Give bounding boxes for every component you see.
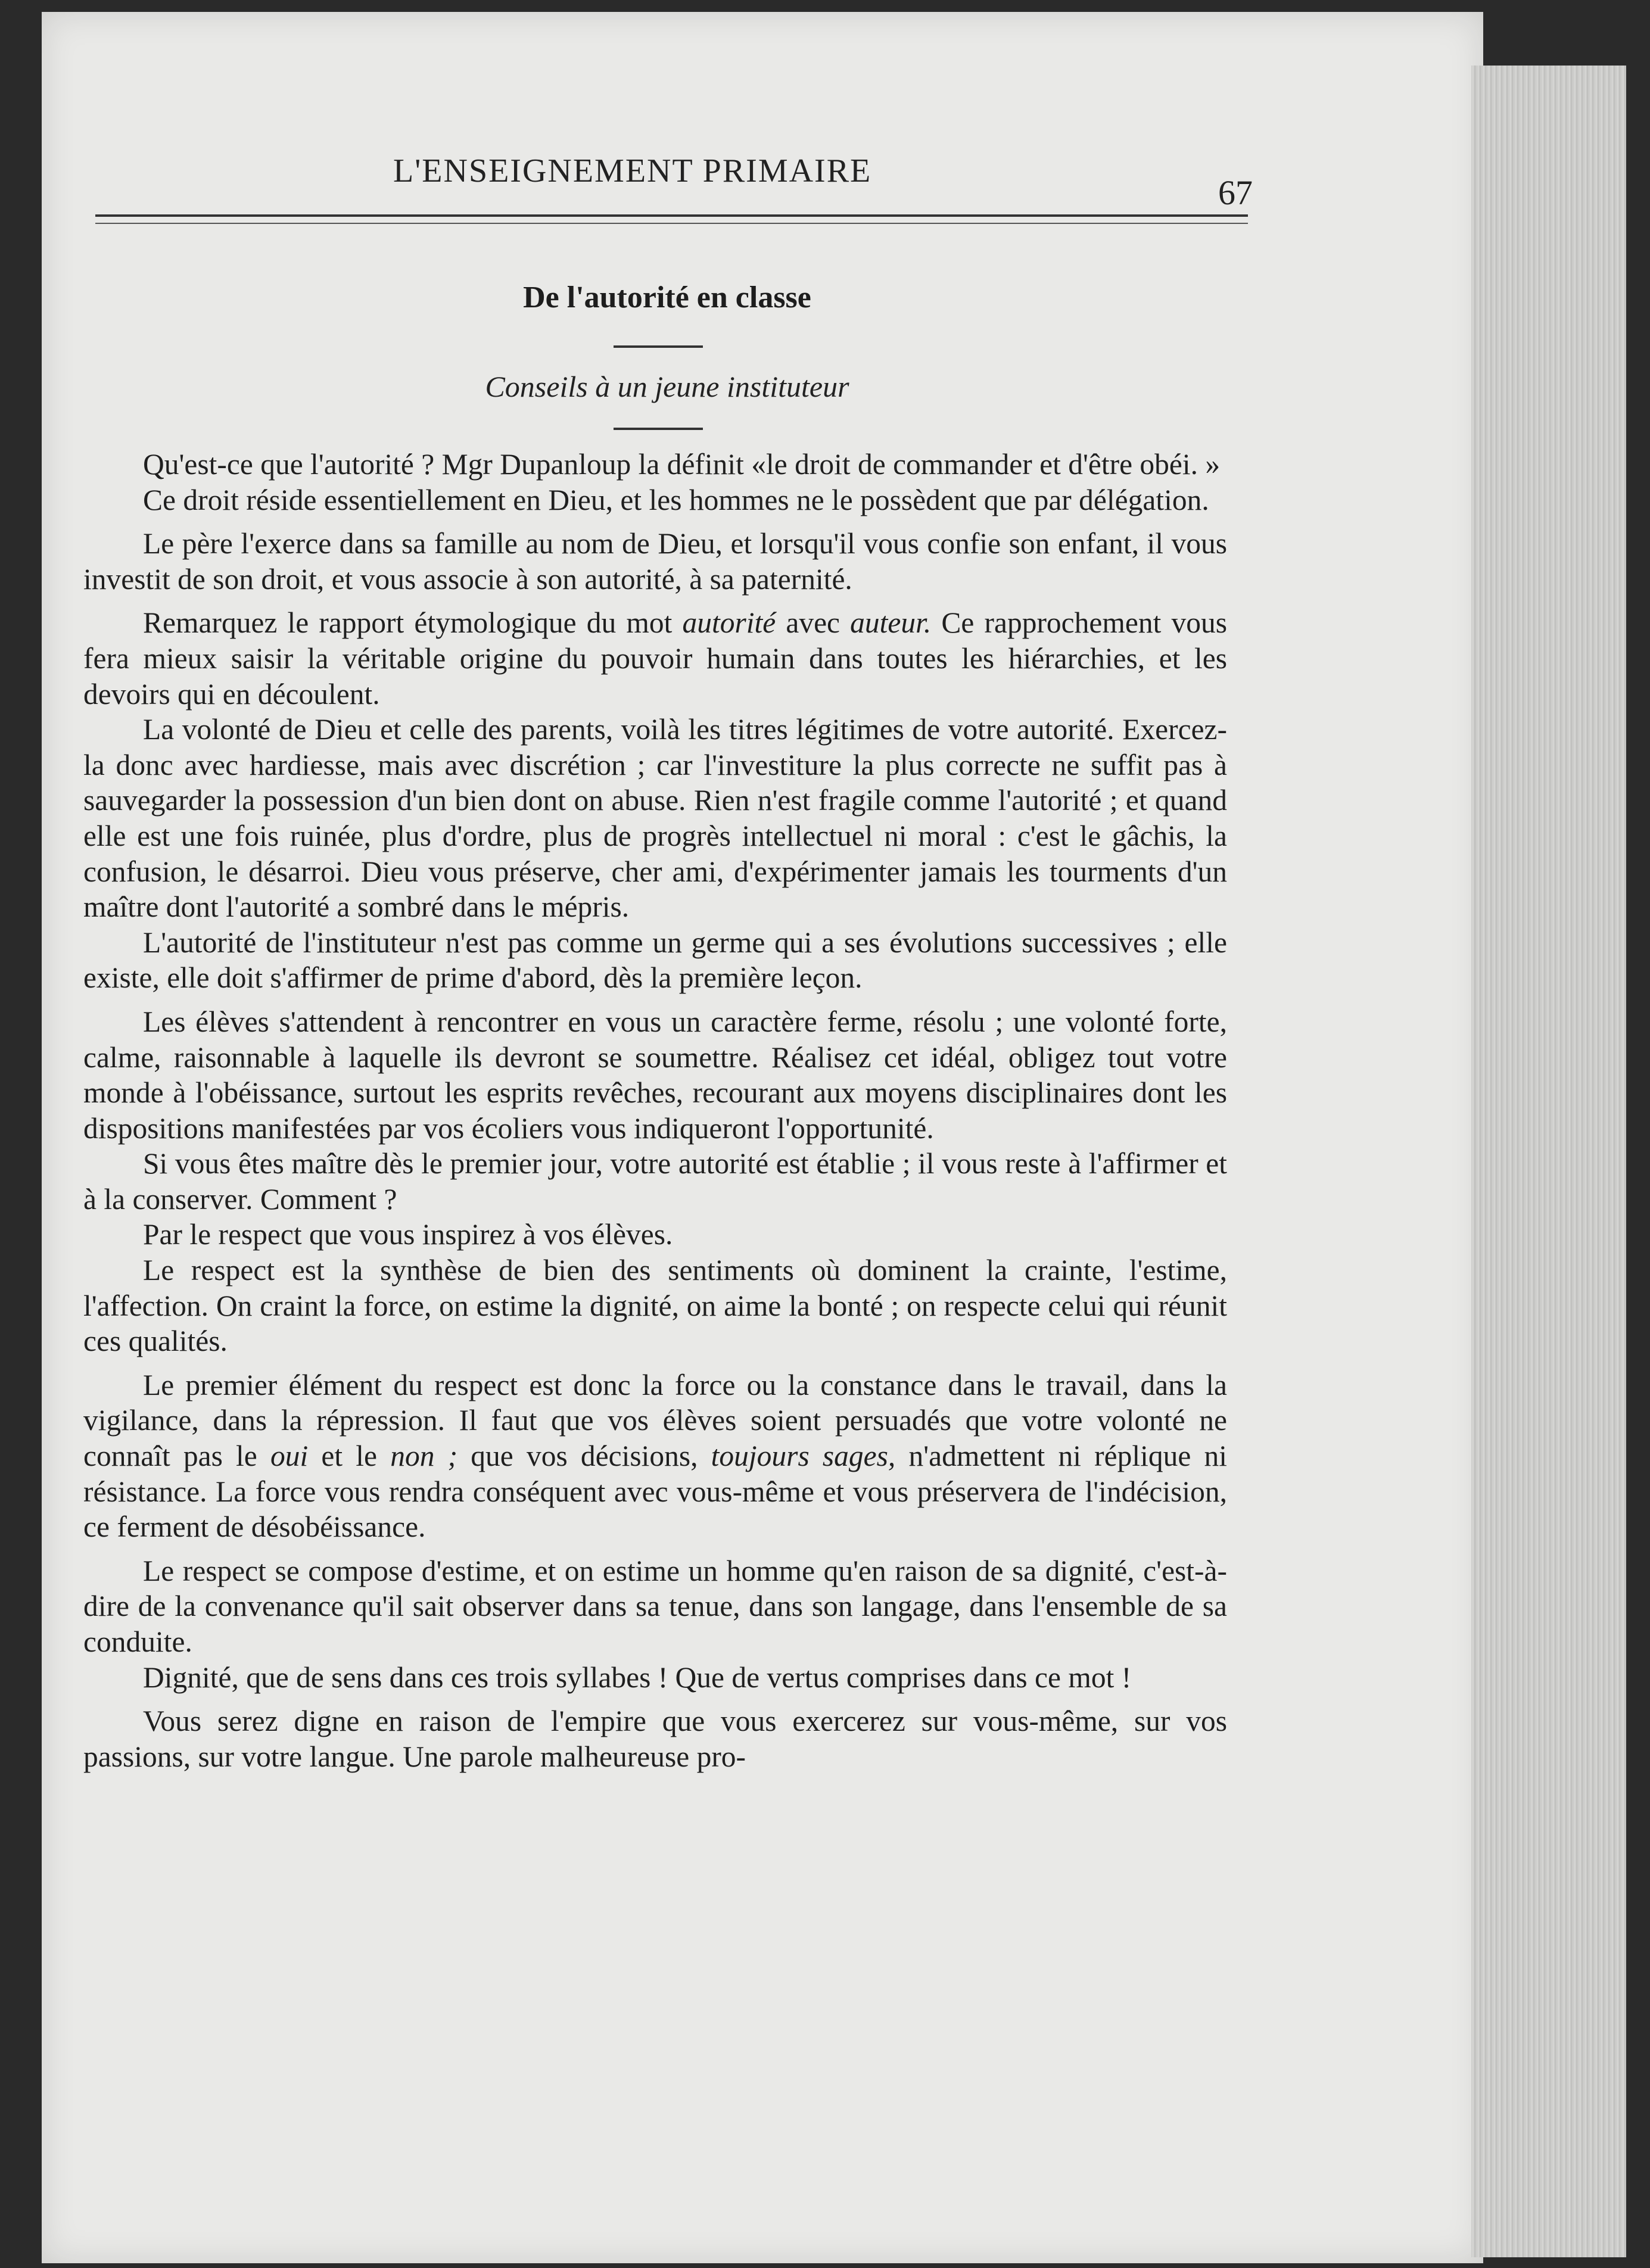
italic-text: non ; <box>390 1440 458 1473</box>
paragraph-text: Le respect est la synthèse de bien des sentiments où dominent la crainte, l'estime, l'affection. On craint la force, on estime la dignité, on aime la bonté ; on respecte celui qui réunit ces qualités. <box>83 1254 1227 1358</box>
italic-text: auteur. <box>850 606 932 640</box>
paragraph <box>83 447 1227 482</box>
header-rule-thin <box>95 223 1248 224</box>
paragraph <box>83 1146 1227 1217</box>
italic-text: toujours sages, <box>711 1440 896 1473</box>
paragraph <box>83 605 1227 712</box>
paragraph <box>83 526 1227 597</box>
paragraph <box>83 712 1227 925</box>
paragraph-text: n'admettent ni réplique ni résistance. La force vous rendra conséquent avec vous-même et vous préservera de l'indécision, ce ferment de désobéissance. <box>83 1440 1228 1544</box>
paragraph-text: La volonté de Dieu et celle des parents, voilà les titres légitimes de votre autorité. Exercez-la donc avec hardiesse, mais avec discrétion ; car l'investiture la plus correcte ne suffit pas à sauvegarder la possession d'un bien dont on abuse. Rien n'est fragile comme l'autorité ; et quand elle est une fois ruinée, plus d'ordre, plus de progrès intellectuel ni moral : c'est le gâchis, la confusion, le désarroi. Dieu vous préserve, cher ami, d'expérimenter jamais les tourments d'un maître dont l'autorité a sombré dans le mépris. <box>83 713 1227 924</box>
paragraph-text: avec <box>776 606 851 640</box>
page-stack-edge <box>1471 66 1626 2257</box>
paragraph-text: Ce rapprochement vous fera mieux saisir la véritable origine du pouvoir humain dans toutes les hiérarchies, et les devoirs qui en découlent. <box>83 606 1227 711</box>
paragraph-text: Le père l'exerce dans sa famille au nom de Dieu, et lorsqu'il vous confie son enfant, il vous investit de son droit, et vous associe à son autorité, à sa paternité. <box>83 527 1227 596</box>
paragraph-text: Si vous êtes maître dès le premier jour, votre autorité est établie ; il vous reste à l'affirmer et à la conserver. Comment ? <box>83 1147 1227 1216</box>
paragraph-text: Remarquez le rapport étymologique du mot <box>143 606 683 640</box>
paragraph-text: que vos décisions, <box>457 1440 711 1473</box>
paragraph <box>83 1553 1227 1660</box>
paragraph-text: Les élèves s'attendent à rencontrer en vous un caractère ferme, résolu ; une volonté forte, calme, raisonnable à laquelle ils devront se soumettre. Réalisez cet idéal, obligez tout votre monde à l'obéissance, surtout les esprits revêches, recourant aux moyens disciplinaires dont les dispositions manifestées par vos écoliers vous indiqueront l'opportunité. <box>83 1005 1227 1145</box>
paragraph <box>83 1217 1227 1253</box>
paragraph-text: Qu'est-ce que l'autorité ? Mgr Dupanloup la définit «le droit de commander et d'être obéi. » <box>143 448 1221 481</box>
paragraph-text: Le premier élément du respect est donc la force ou la constance dans le travail, dans la vigilance, dans la répression. Il faut que vos élèves soient persuadés que votre volonté ne connaît pas le <box>83 1368 1227 1473</box>
paragraph <box>83 1253 1227 1359</box>
paragraph-text: Dignité, que de sens dans ces trois syllabes ! Que de vertus comprises dans ce mot ! <box>143 1660 1132 1694</box>
paragraph-text: Vous serez digne en raison de l'empire que vous exercerez sur vous-même, sur vos passions, sur votre langue. Une parole malheureuse pro- <box>83 1705 1227 1773</box>
article-subtitle: Conseils à un jeune instituteur <box>485 370 849 403</box>
title-rule <box>614 345 703 348</box>
paragraph-text: et le <box>308 1440 391 1473</box>
paragraph <box>83 925 1227 996</box>
paragraph <box>83 1703 1227 1774</box>
paragraph-text: L'autorité de l'instituteur n'est pas comme un germe qui a ses évolutions successives ; elle existe, elle doit s'affirmer de prime d'abord, dès la première leçon. <box>83 926 1227 995</box>
page-number: 67 <box>1218 173 1253 212</box>
header-rule <box>95 214 1248 217</box>
running-head: L'ENSEIGNEMENT PRIMAIRE <box>393 152 872 189</box>
italic-text: oui <box>270 1440 309 1473</box>
article-title: De l'autorité en classe <box>523 281 811 314</box>
paragraph <box>83 1004 1227 1146</box>
paragraph <box>83 482 1227 518</box>
paragraph-text: Le respect se compose d'estime, et on estime un homme qu'en raison de sa dignité, c'est-à-dire de la convenance qu'il sait observer dans sa tenue, dans son langage, dans l'ensemble de sa conduite. <box>83 1554 1227 1658</box>
paragraph-text: Ce droit réside essentiellement en Dieu, et les hommes ne le possèdent que par délégation. <box>143 483 1209 516</box>
paragraph-text: Par le respect que vous inspirez à vos élèves. <box>143 1218 673 1251</box>
paragraph <box>83 1660 1227 1696</box>
paragraph <box>83 1367 1227 1545</box>
italic-text: autorité <box>682 606 776 640</box>
subtitle-rule <box>614 428 703 430</box>
article-body <box>83 447 1227 1774</box>
